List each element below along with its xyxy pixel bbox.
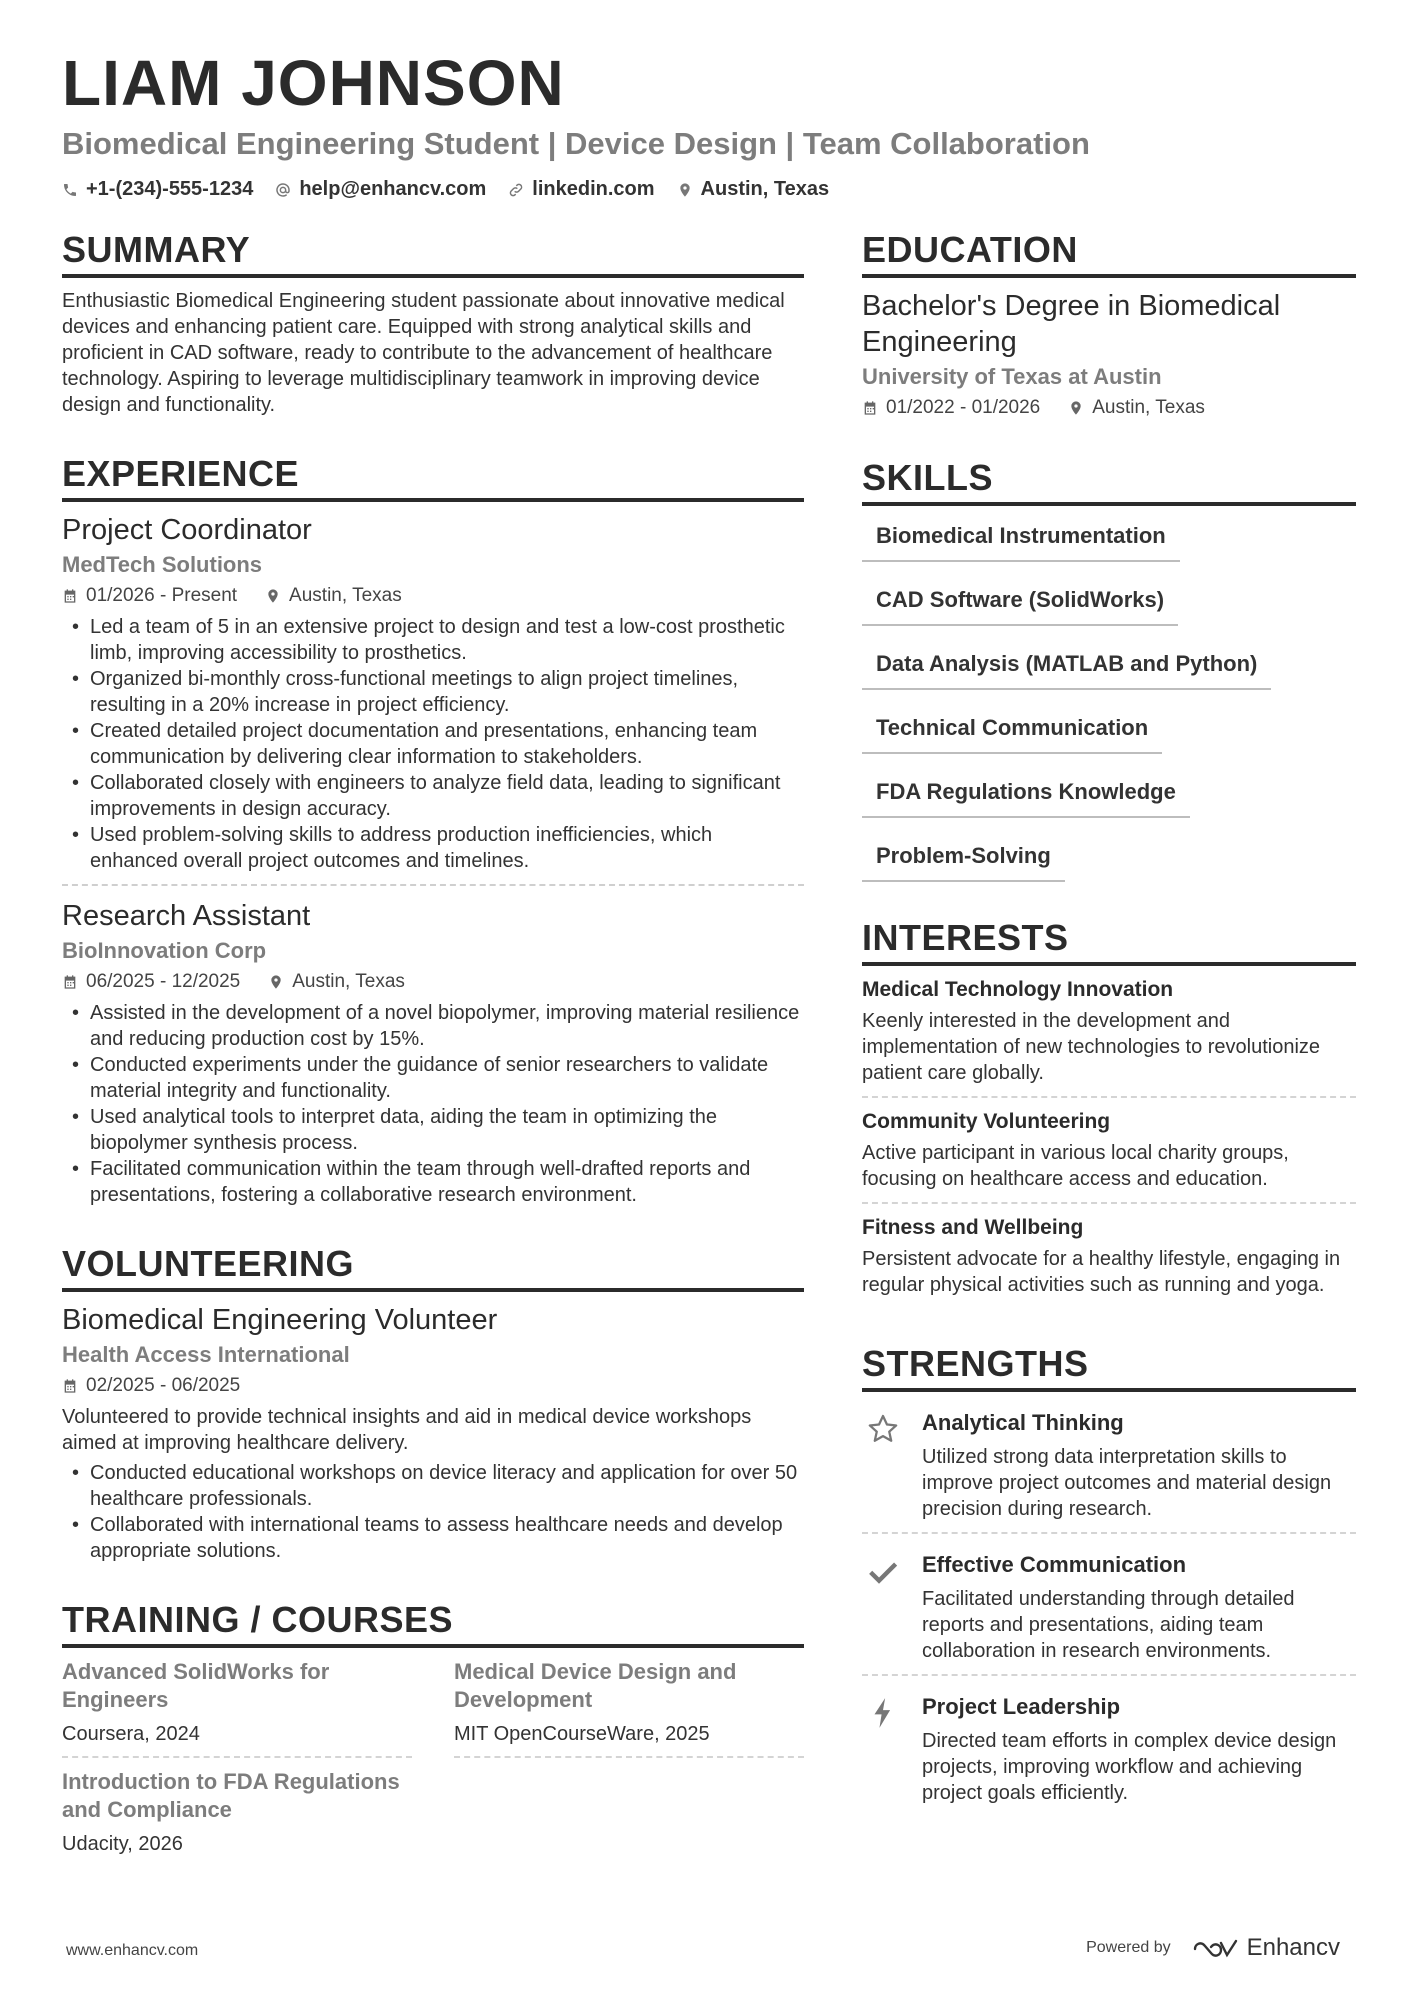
- education-dates: [862, 394, 1040, 422]
- skill-list: [862, 516, 1356, 882]
- entry-divider: [62, 884, 804, 886]
- footer-branding: [1086, 1934, 1340, 1962]
- skill-tag: CAD Software (SolidWorks): [862, 580, 1178, 626]
- training-section: [62, 1598, 804, 1866]
- job-dates: [62, 582, 237, 610]
- course-provider: Coursera, 2024: [62, 1723, 200, 1745]
- job-dates: [62, 968, 240, 996]
- right-column: [862, 228, 1356, 1850]
- job-location-text: Austin, Texas: [289, 585, 402, 606]
- link-icon: [508, 182, 524, 198]
- interest-description: Persistent advocate for a healthy lifestyle, engaging in regular physical activities such as running and yoga.: [862, 1248, 1341, 1296]
- skill-tag: Technical Communication: [862, 708, 1162, 754]
- volunteer-meta: [62, 1372, 804, 1400]
- skills-section: [862, 456, 1356, 882]
- course-provider: MIT OpenCourseWare, 2025: [454, 1723, 710, 1745]
- at-icon: [275, 182, 291, 198]
- volunteering-section: [62, 1242, 804, 1564]
- job-location: [265, 582, 402, 610]
- volunteering-heading: VOLUNTEERING: [62, 1242, 804, 1292]
- interest-title: Medical Technology Innovation: [862, 978, 1174, 1001]
- strengths-section: [862, 1342, 1356, 1816]
- skill-tag: Problem-Solving: [862, 836, 1065, 882]
- course-item: [454, 1658, 804, 1758]
- volunteer-dates: [62, 1372, 240, 1400]
- contact-linkedin-text: linkedin.com: [532, 178, 655, 200]
- job-meta: [62, 582, 804, 610]
- powered-by-label: Powered by: [1086, 1939, 1171, 1956]
- bullet-item: • Conducted educational workshops on device literacy and application for over 50 healthcare professionals.: [62, 1460, 804, 1512]
- skills-heading: SKILLS: [862, 456, 1356, 506]
- education-meta: [862, 394, 1356, 422]
- enhancv-logo-icon: [1193, 1937, 1239, 1959]
- skill-tag: FDA Regulations Knowledge: [862, 772, 1190, 818]
- strength-description: Facilitated understanding through detailed reports and presentations, aiding team collaboration in research environments.: [922, 1588, 1295, 1662]
- calendar-icon: [62, 974, 78, 990]
- brand-name: Enhancv: [1246, 1934, 1340, 1961]
- bullet-item: • Collaborated closely with engineers to analyze field data, leading to significant improvements in design accuracy.: [62, 770, 804, 822]
- calendar-icon: [862, 400, 878, 416]
- volunteer-description: Volunteered to provide technical insights and aid in medical device workshops aimed at improving healthcare delivery.: [62, 1406, 752, 1454]
- location-pin-icon: [265, 588, 281, 604]
- job-meta: [62, 968, 804, 996]
- location-pin-icon: [677, 182, 693, 198]
- course-item: [62, 1768, 412, 1866]
- bullet-item: • Conducted experiments under the guidance of senior researchers to validate material integrity and functionality.: [62, 1052, 804, 1104]
- contact-linkedin[interactable]: [508, 178, 654, 201]
- job-dates-text: 06/2025 - 12/2025: [86, 971, 241, 992]
- education-location-text: Austin, Texas: [1092, 397, 1205, 418]
- strength-description: Utilized strong data interpretation skills to improve project outcomes and material design precision during research.: [922, 1446, 1332, 1520]
- volunteer-dates-text: 02/2025 - 06/2025: [86, 1375, 241, 1396]
- interest-title: Fitness and Wellbeing: [862, 1216, 1084, 1239]
- footer-website[interactable]: www.enhancv.com: [66, 1942, 199, 1959]
- job-bullets: [62, 1000, 804, 1208]
- left-column: [62, 228, 804, 1900]
- summary-heading: SUMMARY: [62, 228, 804, 278]
- location-pin-icon: [1068, 400, 1084, 416]
- course-provider: Udacity, 2026: [62, 1833, 183, 1855]
- job-location: [268, 968, 405, 996]
- bullet-item: • Collaborated with international teams to assess healthcare needs and develop appropriate solutions.: [62, 1512, 804, 1564]
- volunteer-org: Health Access International: [62, 1342, 350, 1367]
- skill-tag: Biomedical Instrumentation: [862, 516, 1180, 562]
- school-name: University of Texas at Austin: [862, 364, 1162, 389]
- experience-section: [62, 452, 804, 1208]
- summary-section: [62, 228, 804, 418]
- interests-section: [862, 916, 1356, 1308]
- location-pin-icon: [268, 974, 284, 990]
- strength-title: Analytical Thinking: [922, 1410, 1124, 1435]
- job-title: Research Assistant: [62, 900, 311, 932]
- bullet-item: • Used problem-solving skills to address production inefficiencies, which enhanced overall project outcomes and timelines.: [62, 822, 804, 874]
- bullet-item: • Facilitated communication within the team through well-drafted reports and presentations, fostering a collaborative research environment.: [62, 1156, 804, 1208]
- summary-text: Enthusiastic Biomedical Engineering student passionate about innovative medical devices and enhancing patient care. Equipped with strong analytical skills and proficient in CAD software, ready to contribute to the advancement of healthcare technology. Aspiring to leverage multidisciplinary teamwork in improving device design and functionality.: [62, 290, 785, 416]
- strength-item: [862, 1402, 1356, 1534]
- job-bullets: [62, 614, 804, 874]
- interest-item: [862, 1108, 1356, 1204]
- strength-item: [862, 1686, 1356, 1816]
- volunteer-bullets: [62, 1460, 804, 1564]
- resume-header: [62, 44, 1362, 201]
- course-title: Introduction to FDA Regulations and Compliance: [62, 1769, 400, 1822]
- brand-logo[interactable]: [1193, 1934, 1340, 1962]
- bullet-item: • Used analytical tools to interpret data, aiding the team in optimizing the biopolymer synthesis process.: [62, 1104, 804, 1156]
- contact-phone[interactable]: [62, 178, 253, 201]
- course-title: Medical Device Design and Development: [454, 1659, 737, 1712]
- interest-item: [862, 1214, 1356, 1308]
- contact-location: [677, 178, 830, 201]
- strength-description: Directed team efforts in complex device design projects, improving workflow and achieving project goals efficiently.: [922, 1730, 1337, 1804]
- calendar-icon: [62, 1378, 78, 1394]
- education-location: [1068, 394, 1205, 422]
- calendar-icon: [62, 588, 78, 604]
- candidate-name: LIAM JOHNSON: [62, 47, 565, 119]
- course-title: Advanced SolidWorks for Engineers: [62, 1659, 330, 1712]
- job-title: Project Coordinator: [62, 514, 312, 546]
- strength-title: Effective Communication: [922, 1552, 1187, 1577]
- contact-location-text: Austin, Texas: [700, 178, 830, 200]
- interest-description: Keenly interested in the development and implementation of new technologies to revolutionize patient care globally.: [862, 1010, 1321, 1084]
- job-company: BioInnovation Corp: [62, 938, 267, 963]
- bullet-item: • Led a team of 5 in an extensive project to design and test a low-cost prosthetic limb, improving accessibility to prosthetics.: [62, 614, 804, 666]
- contact-phone-text: +1-(234)-555-1234: [86, 178, 254, 200]
- bullet-item: • Assisted in the development of a novel biopolymer, improving material resilience and reducing production cost by 15%.: [62, 1000, 804, 1052]
- degree-title: Bachelor's Degree in Biomedical Engineering: [862, 290, 1281, 358]
- job-location-text: Austin, Texas: [292, 971, 405, 992]
- contact-bar: [62, 178, 1362, 201]
- experience-entry: [62, 512, 804, 874]
- bolt-icon: [862, 1692, 904, 1806]
- bullet-item: • Created detailed project documentation and presentations, enhancing team communication by delivering clear information to stakeholders.: [62, 718, 804, 770]
- interest-description: Active participant in various local charity groups, focusing on healthcare access and education.: [862, 1142, 1289, 1190]
- interest-title: Community Volunteering: [862, 1110, 1111, 1133]
- course-item: [62, 1658, 412, 1758]
- contact-email-text: help@enhancv.com: [299, 178, 487, 200]
- job-company: MedTech Solutions: [62, 552, 263, 577]
- education-section: [862, 228, 1356, 422]
- course-grid: [62, 1658, 804, 1866]
- training-heading: TRAINING / COURSES: [62, 1598, 804, 1648]
- education-dates-text: 01/2022 - 01/2026: [886, 397, 1041, 418]
- strength-title: Project Leadership: [922, 1694, 1121, 1719]
- star-icon: [862, 1408, 904, 1522]
- phone-icon: [62, 182, 78, 198]
- volunteer-role: Biomedical Engineering Volunteer: [62, 1304, 498, 1336]
- experience-heading: EXPERIENCE: [62, 452, 804, 502]
- skill-tag: Data Analysis (MATLAB and Python): [862, 644, 1271, 690]
- education-heading: EDUCATION: [862, 228, 1356, 278]
- strengths-heading: STRENGTHS: [862, 1342, 1356, 1392]
- contact-email[interactable]: [275, 178, 486, 201]
- check-icon: [862, 1550, 904, 1664]
- strength-item: [862, 1544, 1356, 1676]
- candidate-tagline: Biomedical Engineering Student | Device Design | Team Collaboration: [62, 126, 1090, 161]
- job-dates-text: 01/2026 - Present: [86, 585, 238, 606]
- interests-heading: INTERESTS: [862, 916, 1356, 966]
- interest-item: [862, 976, 1356, 1098]
- bullet-item: • Organized bi-monthly cross-functional meetings to align project timelines, resulting in a 20% increase in project efficiency.: [62, 666, 804, 718]
- experience-entry: [62, 898, 804, 1208]
